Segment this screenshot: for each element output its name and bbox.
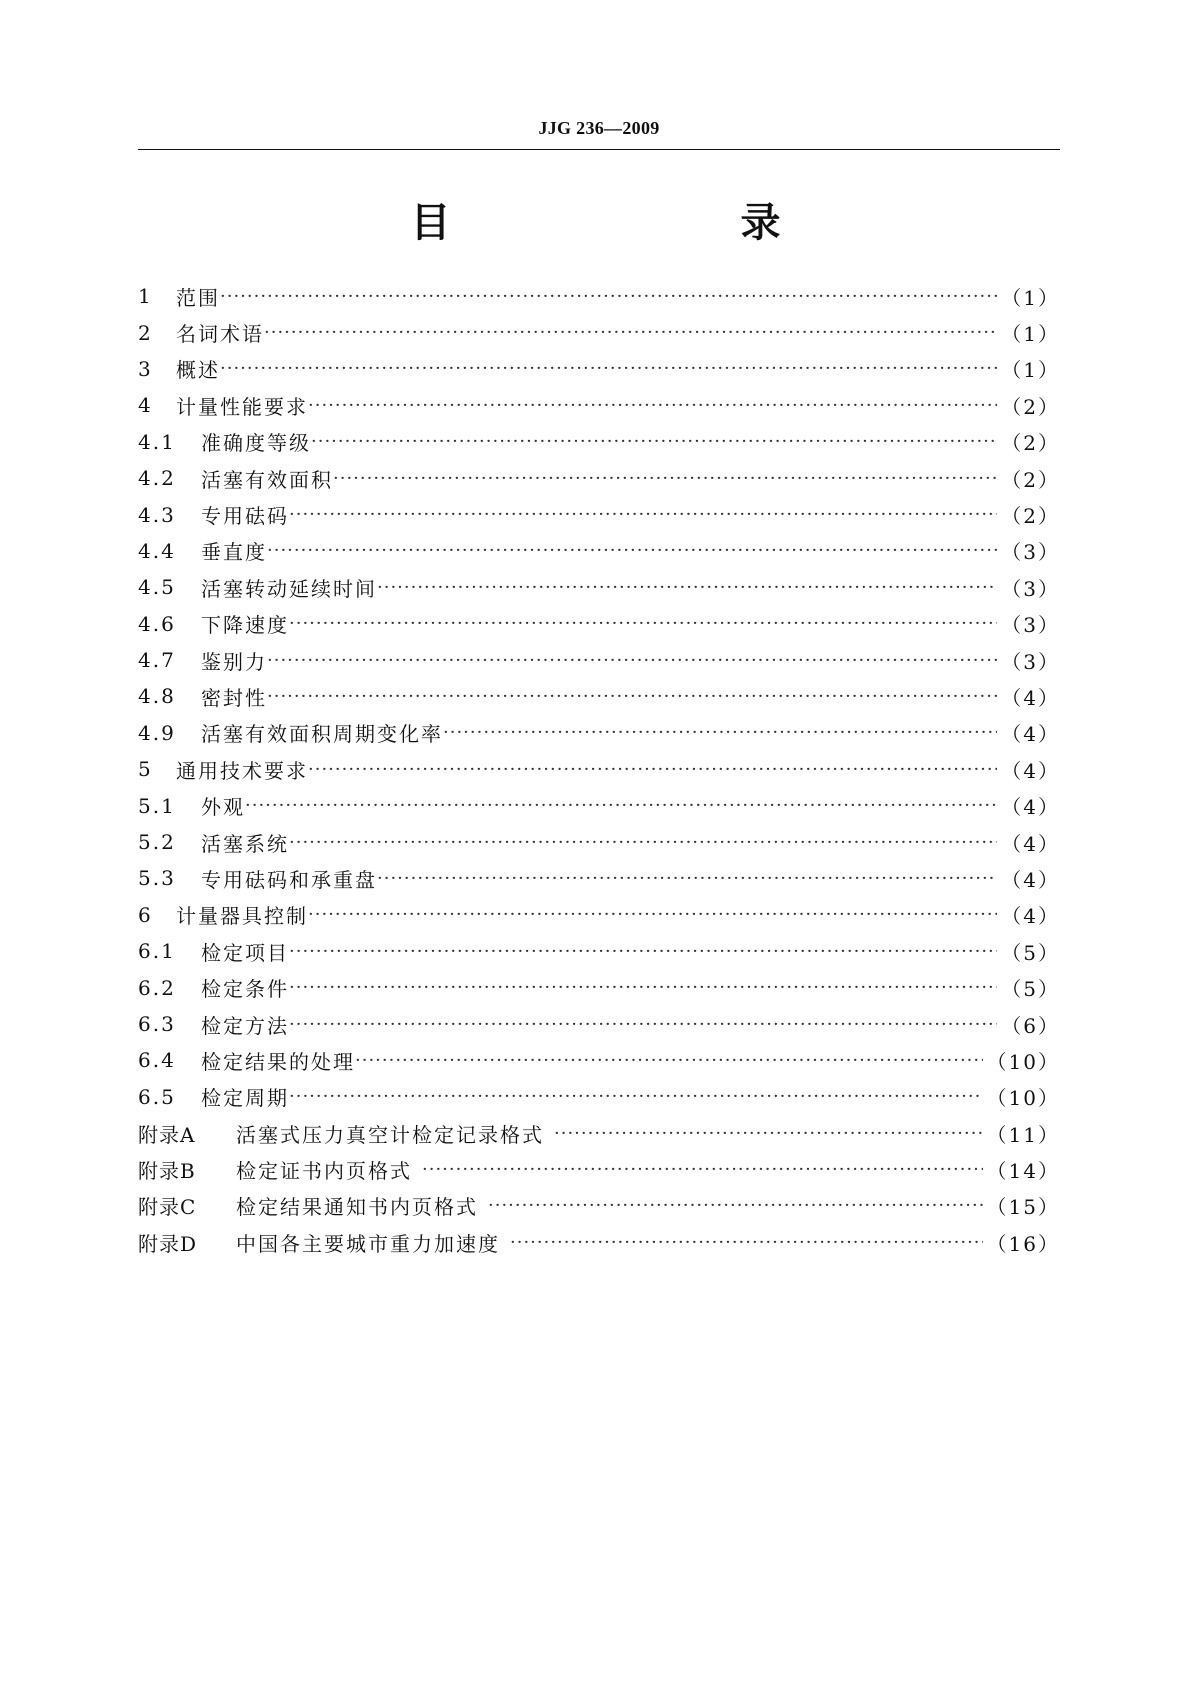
toc-entry-page: （4） — [1001, 685, 1060, 710]
toc-entry-page: （6） — [1001, 1013, 1060, 1038]
toc-entry-number: 4.2 — [138, 466, 176, 491]
toc-dot-leader — [422, 1159, 983, 1180]
toc-entry-title: 检定条件 — [201, 977, 289, 1002]
toc-dot-leader — [308, 759, 997, 780]
toc-entry[interactable] — [138, 824, 1060, 860]
toc-dot-leader — [443, 722, 997, 743]
toc-entry[interactable] — [138, 642, 1060, 678]
toc-entry-number: 4.3 — [138, 502, 176, 527]
toc-entry-title: 计量性能要求 — [176, 394, 308, 419]
toc-entry[interactable] — [138, 1079, 1060, 1115]
toc-entry-page: （14） — [986, 1159, 1060, 1184]
toc-entry-number: 4 — [138, 393, 153, 418]
toc-entry-number: 4.8 — [138, 684, 176, 709]
toc-entry-page: （4） — [1001, 795, 1060, 820]
toc-dot-leader — [377, 577, 997, 598]
toc-entry[interactable] — [138, 1006, 1060, 1042]
toc-entry-number: 6.2 — [138, 975, 176, 1000]
toc-dot-leader — [311, 431, 997, 452]
toc-entry[interactable] — [138, 278, 1060, 314]
toc-dot-leader — [289, 977, 997, 998]
toc-dot-leader — [289, 941, 997, 962]
toc-entry-number: 5 — [138, 757, 153, 782]
toc-dot-leader — [308, 904, 997, 925]
toc-entry-page: （5） — [1001, 940, 1060, 965]
toc-entry-number: 4.6 — [138, 611, 176, 636]
document-code-header: JJG 236—2009 — [538, 118, 660, 138]
toc-dot-leader — [245, 795, 997, 816]
toc-dot-leader — [289, 613, 997, 634]
toc-entry[interactable] — [138, 678, 1060, 714]
toc-dot-leader — [289, 504, 997, 525]
toc-entry-title: 准确度等级 — [201, 431, 311, 456]
toc-entry[interactable] — [138, 787, 1060, 823]
toc-entry-page: （4） — [1001, 867, 1060, 892]
toc-entry-number: 4.5 — [138, 575, 176, 600]
toc-entry-title: 活塞转动延续时间 — [201, 576, 377, 601]
toc-entry-title: 中国各主要城市重力加速度 — [236, 1231, 500, 1256]
toc-entry[interactable] — [138, 496, 1060, 532]
toc-entry[interactable] — [138, 751, 1060, 787]
toc-entry-number: 1 — [138, 284, 153, 309]
toc-entry-title: 专用砝码 — [201, 504, 289, 529]
toc-entry-title: 活塞有效面积 — [201, 467, 333, 492]
toc-entry-title: 下降速度 — [201, 613, 289, 638]
toc-dot-leader — [289, 1014, 997, 1035]
toc-entry-page: （5） — [1001, 977, 1060, 1002]
toc-entry-title: 检定项目 — [201, 940, 289, 965]
toc-entry-number: 4.1 — [138, 429, 176, 454]
toc-dot-leader — [333, 468, 997, 489]
toc-entry[interactable] — [138, 606, 1060, 642]
toc-dot-leader — [308, 395, 997, 416]
toc-dot-leader — [355, 1050, 983, 1071]
toc-entry-title: 检定结果通知书内页格式 — [236, 1195, 478, 1220]
toc-entry[interactable] — [138, 351, 1060, 387]
toc-entry[interactable] — [138, 1188, 1060, 1224]
toc-entry[interactable] — [138, 969, 1060, 1005]
toc-entry-title: 检定结果的处理 — [201, 1049, 355, 1074]
toc-entry[interactable] — [138, 715, 1060, 751]
toc-entry[interactable] — [138, 1151, 1060, 1187]
toc-entry-title: 活塞有效面积周期变化率 — [201, 722, 443, 747]
toc-entry-title: 范围 — [176, 285, 220, 310]
toc-entry-page: （3） — [1001, 613, 1060, 638]
toc-dot-leader — [510, 1232, 983, 1253]
toc-entry-number: 附录D — [138, 1231, 198, 1256]
toc-entry-number: 5.3 — [138, 866, 176, 891]
toc-entry[interactable] — [138, 460, 1060, 496]
toc-entry-number: 6.3 — [138, 1012, 176, 1036]
toc-dot-leader — [220, 286, 997, 307]
toc-entry-page: （4） — [1001, 758, 1060, 783]
toc-entry-page: （2） — [1001, 504, 1060, 529]
toc-dot-leader — [554, 1123, 983, 1144]
toc-entry[interactable] — [138, 387, 1060, 423]
toc-entry-number: 附录C — [138, 1195, 197, 1220]
toc-dot-leader — [220, 358, 997, 379]
toc-entry-title: 垂直度 — [201, 540, 267, 565]
toc-entry[interactable] — [138, 569, 1060, 605]
toc-entry-number: 附录B — [138, 1159, 196, 1184]
toc-entry[interactable] — [138, 933, 1060, 969]
toc-entry[interactable] — [138, 1042, 1060, 1078]
toc-entry-page: （10） — [986, 1086, 1060, 1111]
toc-dot-leader — [267, 540, 997, 561]
toc-entry-page: （1） — [1001, 285, 1060, 310]
toc-entry-page: （2） — [1001, 394, 1060, 419]
toc-entry-number: 4.4 — [138, 538, 176, 563]
toc-entry-page: （16） — [986, 1231, 1060, 1256]
toc-entry-page: （15） — [986, 1195, 1060, 1220]
toc-entry-number: 6 — [138, 902, 153, 927]
toc-entry-page: （2） — [1001, 467, 1060, 492]
toc-dot-leader — [377, 868, 997, 889]
toc-entry-title: 检定周期 — [201, 1086, 289, 1111]
toc-entry-number: 2 — [138, 320, 153, 345]
toc-dot-leader — [267, 686, 997, 707]
toc-entry-page: （3） — [1001, 576, 1060, 601]
toc-entry-number: 附录A — [138, 1122, 196, 1147]
header-divider — [138, 149, 1060, 150]
toc-dot-leader — [289, 832, 997, 853]
toc-entry-number: 6.5 — [138, 1084, 176, 1109]
toc-entry-page: （4） — [1001, 904, 1060, 929]
toc-entry-number: 3 — [138, 356, 153, 381]
toc-entry-title: 检定证书内页格式 — [236, 1159, 412, 1184]
toc-entry[interactable] — [138, 424, 1060, 460]
toc-entry-number: 4.9 — [138, 720, 176, 745]
toc-entry-title: 活塞系统 — [201, 831, 289, 856]
toc-entry-title: 名词术语 — [176, 322, 264, 347]
toc-entry[interactable] — [138, 314, 1060, 350]
toc-entry-page: （3） — [1001, 540, 1060, 565]
toc-dot-leader — [488, 1195, 983, 1216]
toc-entry-number: 5.1 — [138, 793, 176, 818]
toc-dot-leader — [267, 650, 997, 671]
toc-dot-leader — [264, 322, 997, 343]
toc-entry-page: （3） — [1001, 649, 1060, 674]
toc-dot-leader — [289, 1086, 983, 1107]
toc-entry-number: 4.7 — [138, 648, 176, 673]
toc-entry-title: 密封性 — [201, 685, 267, 710]
toc-entry-title: 通用技术要求 — [176, 758, 308, 783]
toc-entry-number: 6.1 — [138, 939, 176, 964]
toc-entry[interactable] — [138, 533, 1060, 569]
toc-entry-page: （4） — [1001, 831, 1060, 856]
toc-entry-number: 5.2 — [138, 830, 176, 855]
toc-entry-page: （10） — [986, 1049, 1060, 1074]
toc-entry[interactable] — [138, 1115, 1060, 1151]
toc-entry-title: 计量器具控制 — [176, 904, 308, 929]
toc-entry-title: 检定方法 — [201, 1013, 289, 1038]
toc-entry-page: （1） — [1001, 358, 1060, 383]
toc-entry[interactable] — [138, 1224, 1060, 1260]
toc-entry-title: 概述 — [176, 358, 220, 383]
toc-entry-page: （11） — [986, 1122, 1060, 1147]
table-of-contents — [138, 278, 1060, 1261]
toc-entry-number: 6.4 — [138, 1048, 176, 1073]
toc-entry-title: 专用砝码和承重盘 — [201, 867, 377, 892]
toc-entry-page: （2） — [1001, 431, 1060, 456]
toc-entry[interactable] — [138, 860, 1060, 896]
toc-title: 目 录 — [410, 200, 851, 246]
toc-entry-title: 外观 — [201, 795, 245, 820]
toc-entry[interactable] — [138, 897, 1060, 933]
toc-entry-page: （1） — [1001, 322, 1060, 347]
toc-entry-title: 活塞式压力真空计检定记录格式 — [236, 1122, 544, 1147]
toc-entry-page: （4） — [1001, 722, 1060, 747]
toc-entry-title: 鉴别力 — [201, 649, 267, 674]
